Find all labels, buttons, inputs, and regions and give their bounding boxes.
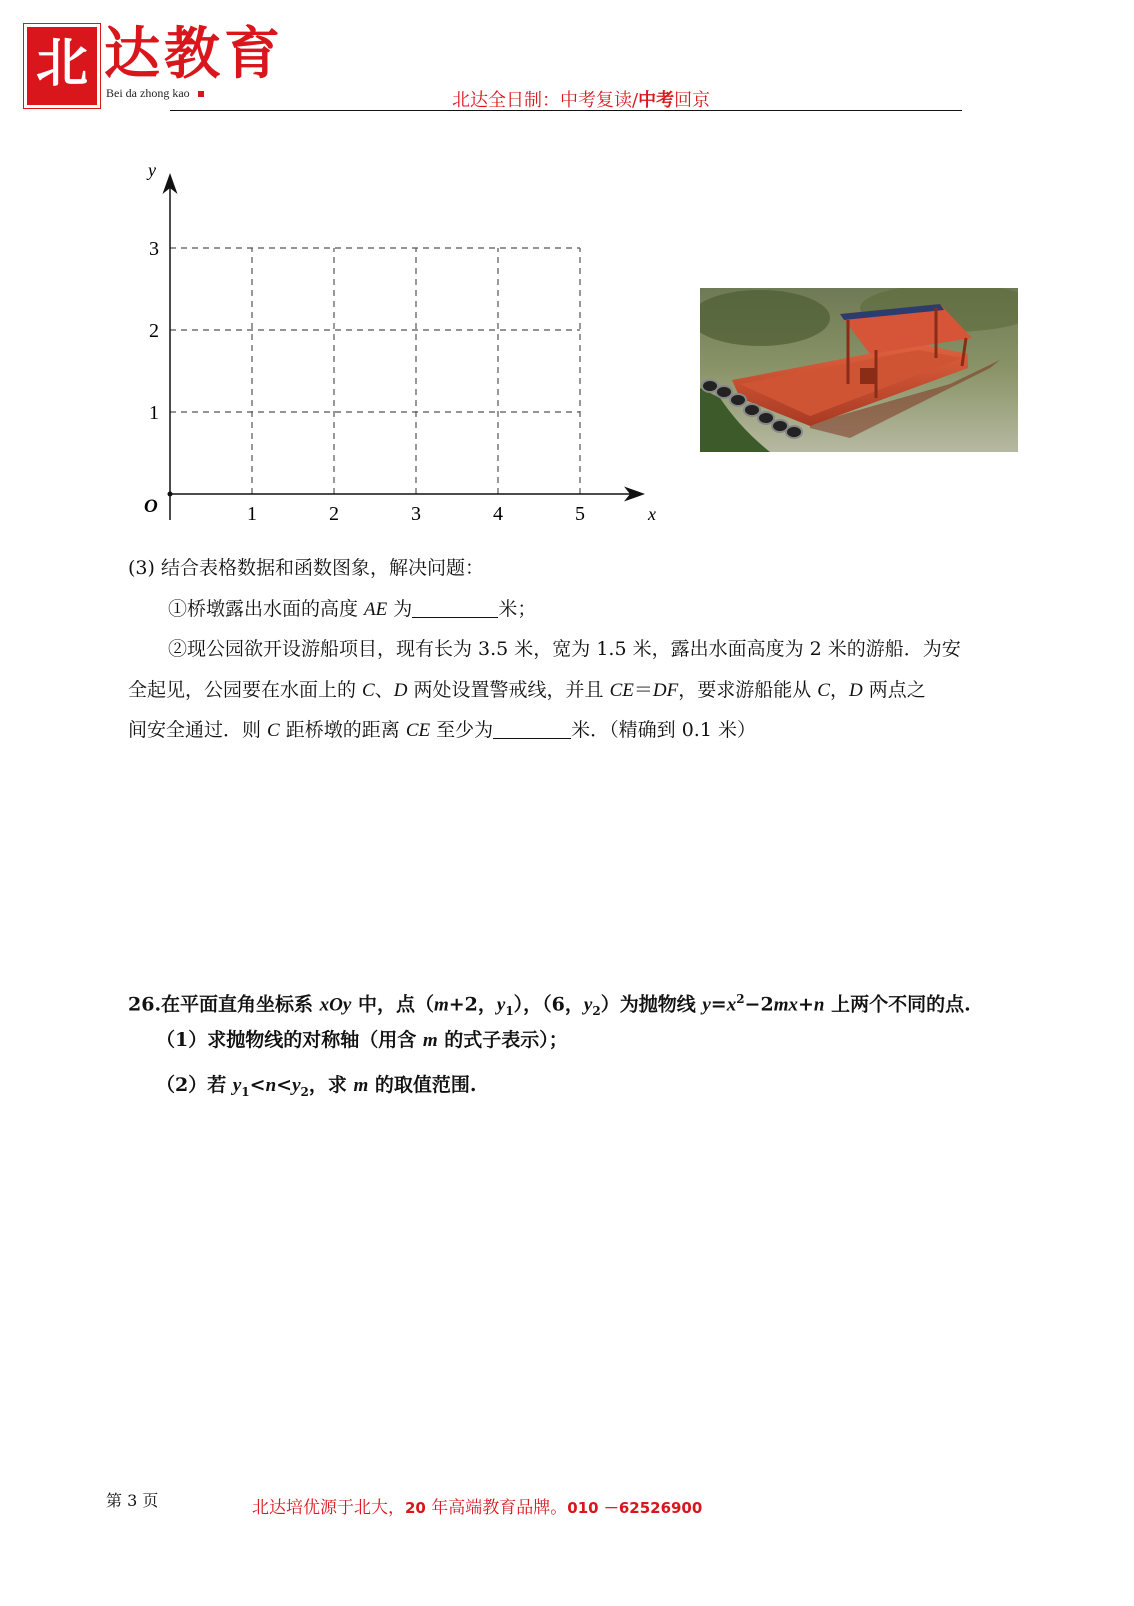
q3-item2-line3 — [128, 716, 756, 745]
p2-sub2: 2 — [300, 1084, 309, 1099]
q26-d: ），（6， — [513, 993, 584, 1016]
eq-n: n — [813, 994, 825, 1016]
p1-b: 的式子表示）； — [437, 1029, 568, 1051]
eq-x: x — [726, 994, 737, 1016]
boat-photo — [700, 288, 1018, 452]
p2-y2: y — [292, 1075, 301, 1096]
tagline-part2: 回京 — [674, 90, 711, 111]
q26-c: +2， — [448, 993, 497, 1016]
var-AE: AE — [364, 599, 388, 620]
var-y2: y — [583, 994, 593, 1016]
q26-part2 — [156, 1071, 477, 1106]
q3-item2-line2 — [128, 676, 926, 705]
q3-item2-line1: ②现公园欲开设游船项目，现有长为 3.5 米，宽为 1.5 米，露出水面高度为 2 米的游船．为安 — [168, 638, 961, 660]
q3-item1-text: ①桥墩露出水面的高度 — [168, 598, 365, 620]
tagline-part1: 北达全日制：中考复读/ — [452, 90, 639, 111]
ad-phone: 010 －62526900 — [567, 1499, 703, 1517]
y-tick-label: 1 — [149, 402, 159, 424]
var-D: D — [393, 680, 408, 701]
p2-sub1: 1 — [241, 1084, 250, 1099]
x-tick-label: 3 — [411, 503, 421, 525]
eq-mx: mx — [773, 994, 798, 1016]
q26-b: 中，点（ — [351, 993, 434, 1016]
origin-dot — [168, 492, 173, 497]
sub-2: 2 — [592, 1004, 601, 1019]
x-axis-label: x — [648, 504, 656, 524]
var-D2: D — [848, 680, 863, 701]
t2: 、 — [374, 679, 394, 701]
p2-n: n — [265, 1075, 277, 1096]
var-m: m — [433, 994, 449, 1016]
y-tick-label: 3 — [149, 238, 159, 260]
eq-plus: + — [797, 993, 814, 1016]
x-tick-label: 2 — [329, 503, 339, 525]
q3-item1-unit: 米； — [498, 598, 537, 620]
footer-advert — [252, 1493, 702, 1518]
logo-subtitle — [106, 86, 204, 101]
t8: 间安全通过．则 — [128, 719, 268, 741]
t7: 两点之 — [862, 679, 926, 701]
var-DF: DF — [652, 680, 679, 701]
origin-label: O — [144, 496, 158, 517]
p2-m: m — [353, 1075, 369, 1096]
eq-equals: = — [710, 993, 727, 1016]
tagline-bold: 中考 — [638, 90, 675, 111]
coordinate-grid — [130, 158, 690, 548]
p2-a: （2）若 — [156, 1074, 233, 1096]
eq-sup: 2 — [736, 992, 745, 1006]
var-CE2: CE — [405, 720, 431, 741]
q26-stem — [128, 985, 971, 1025]
var-C3: C — [267, 720, 280, 741]
eq-mid: −2 — [744, 993, 774, 1016]
var-C: C — [362, 680, 375, 701]
x-tick-label: 4 — [493, 503, 503, 525]
t10: 至少为 — [430, 719, 494, 741]
t6: ， — [829, 679, 849, 701]
p2-y1: y — [232, 1075, 242, 1096]
y-axis-label: y — [148, 160, 156, 180]
p2-lt2: < — [276, 1074, 293, 1096]
logo-mark — [24, 24, 100, 108]
p1-m: m — [422, 1030, 438, 1051]
logo-square-icon — [198, 91, 204, 97]
answer-blank-1[interactable] — [412, 597, 498, 618]
q26-part1 — [156, 1026, 568, 1055]
ad-a: 北达培优源于北大， — [252, 1498, 405, 1518]
page-number: 第 3 页 — [106, 1491, 159, 1510]
sub-1: 1 — [505, 1004, 514, 1019]
eq-y: y — [702, 994, 711, 1016]
x-tick-label: 5 — [575, 503, 585, 525]
q3-item1-mid: 为 — [387, 598, 413, 620]
t5: ，要求游船能从 — [678, 679, 818, 701]
header-divider — [170, 110, 962, 111]
answer-blank-2[interactable] — [493, 718, 571, 739]
t9: 距桥墩的距离 — [279, 719, 406, 741]
t4: ＝ — [633, 679, 653, 701]
var-C2: C — [817, 680, 830, 701]
ad-b1: 20 — [405, 1499, 426, 1517]
q26-f: 上两个不同的点. — [824, 993, 971, 1016]
t11: 米．（精确到 0.1 米） — [571, 719, 756, 741]
var-xOy: xOy — [319, 994, 352, 1016]
p1-a: （1）求抛物线的对称轴（用含 — [156, 1029, 423, 1051]
x-tick-label: 1 — [247, 503, 257, 525]
var-CE: CE — [609, 680, 634, 701]
logo-subtitle-text: Bei da zhong kao — [106, 86, 190, 100]
y-tick-label: 2 — [149, 320, 159, 342]
q3-heading: (3) 结合表格数据和函数图象，解决问题： — [128, 557, 484, 579]
p2-lt1: < — [249, 1074, 266, 1096]
p2-c: 的取值范围. — [368, 1074, 477, 1096]
t1: 全起见，公园要在水面上的 — [128, 679, 363, 701]
q3-item1 — [168, 595, 536, 624]
var-y1: y — [496, 994, 506, 1016]
t3: 两处设置警戒线，并且 — [407, 679, 610, 701]
q26-e: ）为抛物线 — [600, 993, 703, 1016]
header-tagline — [452, 86, 710, 112]
logo-text: 达教育 — [104, 21, 284, 87]
ad-c: 年高端教育品牌。 — [425, 1498, 568, 1518]
p2-b: ，求 — [308, 1074, 354, 1096]
q26-a: 26.在平面直角坐标系 — [128, 993, 320, 1016]
logo-glyph: 北 — [35, 33, 88, 94]
